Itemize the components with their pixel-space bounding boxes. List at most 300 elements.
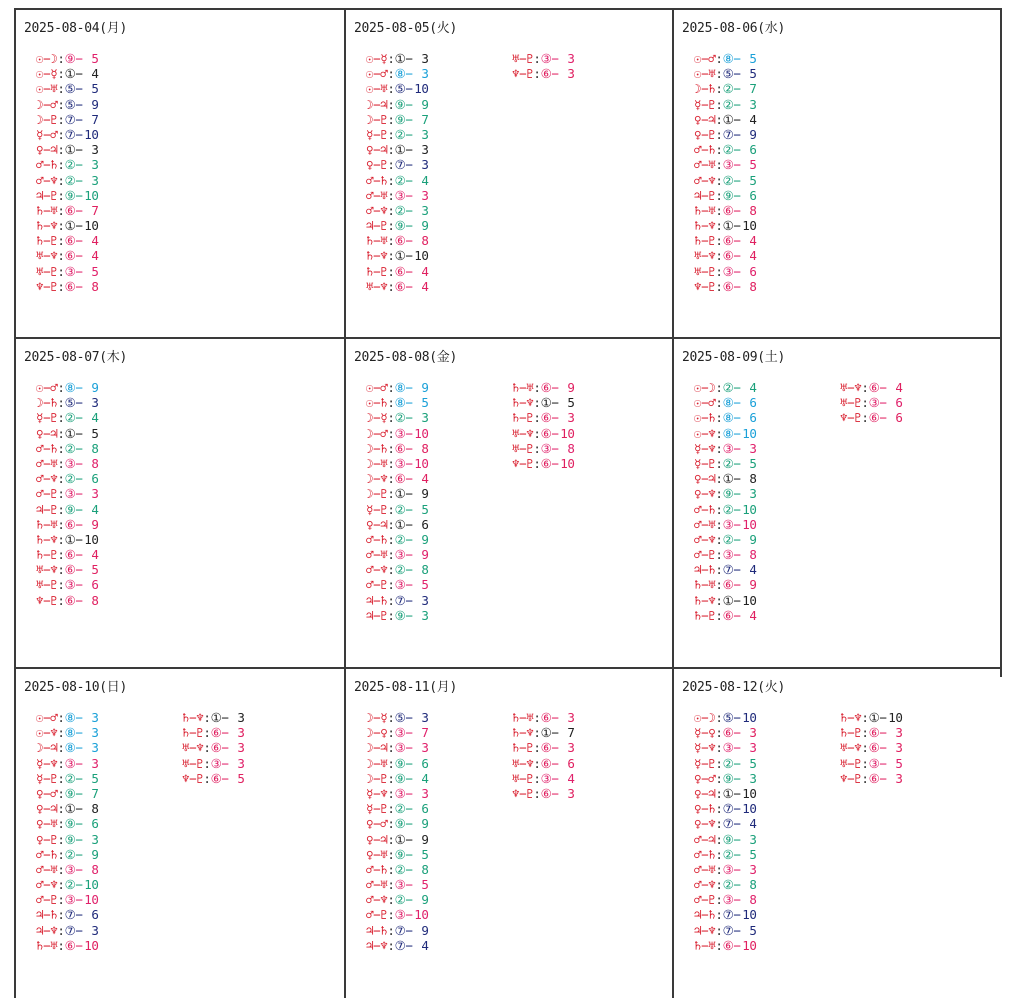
planet-2-symbol: ♇ — [854, 770, 862, 786]
aspect-value: 8 — [421, 562, 429, 578]
aspect-value: 3 — [421, 66, 429, 82]
planet-2-symbol: ♅ — [526, 380, 534, 395]
aspect-circled-number: ⑧ — [722, 410, 734, 426]
dash-separator: − — [701, 877, 709, 893]
dash-separator: − — [701, 501, 709, 517]
aspect-value: 4 — [91, 501, 99, 517]
dash-separator: − — [75, 785, 83, 801]
colon-separator: : — [387, 410, 395, 426]
aspect-circled-number: ⑤ — [394, 710, 406, 725]
planet-2-symbol: ♃ — [708, 471, 716, 487]
colon-separator: : — [57, 486, 65, 502]
aspect-value: 5 — [749, 51, 757, 66]
aspect-row — [36, 847, 99, 862]
aspect-row — [366, 877, 429, 892]
planet-2-symbol: ♇ — [380, 577, 388, 593]
dash-separator: − — [519, 710, 527, 725]
aspect-row — [694, 233, 757, 248]
dash-separator: − — [733, 157, 741, 173]
aspect-row — [36, 547, 99, 562]
planet-2-symbol: ♆ — [380, 562, 388, 578]
dash-separator: − — [373, 440, 381, 456]
planet-2-symbol: ♇ — [50, 233, 58, 249]
planet-1-symbol: ☉ — [694, 425, 702, 441]
aspect-row — [694, 771, 757, 786]
colon-separator: : — [57, 395, 65, 411]
aspect-row — [366, 248, 429, 263]
aspect-value: 5 — [237, 770, 245, 786]
colon-separator: : — [715, 831, 723, 847]
planet-1-symbol: ♃ — [366, 607, 374, 623]
planet-1-symbol: ♄ — [512, 740, 520, 756]
dash-separator: − — [733, 278, 741, 294]
aspect-value: 6 — [91, 816, 99, 832]
aspect-circled-number: ② — [64, 846, 76, 862]
planet-2-symbol: ♇ — [708, 126, 716, 142]
aspect-row — [36, 410, 99, 425]
planet-2-symbol: ♄ — [380, 172, 388, 188]
aspect-circled-number: ① — [540, 395, 552, 411]
aspect-circled-number: ⑥ — [64, 278, 76, 294]
aspect-circled-number: ⑤ — [64, 96, 76, 112]
dash-separator: − — [373, 785, 381, 801]
dash-separator: − — [701, 770, 709, 786]
dash-separator: − — [75, 907, 83, 923]
aspect-circled-number: ⑨ — [722, 486, 734, 502]
aspect-value: 3 — [895, 740, 903, 756]
aspect-value: 6 — [749, 395, 757, 411]
dash-separator: − — [519, 770, 527, 786]
planet-1-symbol: ♅ — [366, 278, 374, 294]
colon-separator: : — [57, 755, 65, 771]
aspect-circled-number: ⑦ — [64, 111, 76, 127]
planet-1-symbol: ♂ — [694, 861, 702, 877]
planet-1-symbol: ♂ — [36, 440, 44, 456]
colon-separator: : — [387, 157, 395, 173]
planet-1-symbol: ☿ — [694, 740, 702, 756]
dash-separator: − — [373, 410, 381, 426]
aspect-value: 4 — [421, 278, 429, 294]
aspect-circled-number: ⑥ — [722, 577, 734, 593]
planet-1-symbol: ☿ — [36, 770, 44, 786]
colon-separator: : — [387, 592, 395, 608]
planet-2-symbol: ♅ — [50, 816, 58, 832]
dash-separator: − — [373, 96, 381, 112]
colon-separator: : — [57, 892, 65, 908]
aspect-value: 4 — [91, 233, 99, 249]
aspect-circled-number: ⑦ — [394, 592, 406, 608]
aspect-value: 7 — [567, 725, 575, 741]
aspect-value: 3 — [91, 172, 99, 188]
dash-separator: − — [43, 51, 51, 66]
dash-separator: − — [221, 725, 229, 741]
planet-2-symbol: ♆ — [708, 877, 716, 893]
planet-2-symbol: ♂ — [50, 785, 58, 801]
aspect-row — [36, 517, 99, 532]
aspect-value: 4 — [421, 263, 429, 279]
aspect-row — [694, 725, 757, 740]
dash-separator: − — [551, 395, 559, 411]
planet-2-symbol: ♆ — [526, 425, 534, 441]
dash-separator: − — [75, 248, 83, 264]
planet-1-symbol: ♀ — [36, 142, 44, 158]
aspect-value: 6 — [91, 471, 99, 487]
planet-1-symbol: ♅ — [512, 51, 520, 66]
planet-1-symbol: ♂ — [694, 531, 702, 547]
dash-separator: − — [43, 157, 51, 173]
aspect-circled-number: ⑨ — [64, 816, 76, 832]
aspect-value: 6 — [91, 907, 99, 923]
dash-separator: − — [733, 380, 741, 395]
dash-separator: − — [75, 577, 83, 593]
aspect-row — [36, 786, 99, 801]
dash-separator: − — [701, 81, 709, 97]
planet-2-symbol: ♆ — [50, 922, 58, 938]
dash-separator: − — [373, 486, 381, 502]
dash-separator: − — [519, 410, 527, 426]
colon-separator: : — [57, 816, 65, 832]
aspect-value: 6 — [749, 142, 757, 158]
dash-separator: − — [733, 755, 741, 771]
aspect-value: 6 — [749, 263, 757, 279]
aspect-value: 10 — [742, 907, 757, 923]
colon-separator: : — [57, 577, 65, 593]
aspect-circled-number: ⑥ — [64, 233, 76, 249]
dash-separator: − — [221, 755, 229, 771]
aspect-value: 5 — [749, 172, 757, 188]
colon-separator: : — [861, 380, 869, 395]
colon-separator: : — [715, 486, 723, 502]
planet-2-symbol: ♇ — [50, 187, 58, 203]
dash-separator: − — [43, 516, 51, 532]
planet-2-symbol: ♃ — [380, 142, 388, 158]
aspect-row — [36, 801, 99, 816]
colon-separator: : — [57, 157, 65, 173]
day-cell — [672, 667, 998, 993]
planet-2-symbol: ♃ — [708, 111, 716, 127]
aspect-circled-number: ⑨ — [722, 770, 734, 786]
aspect-row — [840, 380, 903, 395]
dash-separator: − — [733, 831, 741, 847]
planet-2-symbol: ♆ — [708, 440, 716, 456]
planet-2-symbol: ♇ — [854, 725, 862, 741]
aspect-circled-number: ③ — [722, 263, 734, 279]
planet-1-symbol: ☽ — [36, 96, 44, 112]
aspect-circled-number: ⑧ — [722, 425, 734, 441]
aspect-circled-number: ① — [722, 592, 734, 608]
dash-separator: − — [701, 96, 709, 112]
planet-1-symbol: ♂ — [366, 187, 374, 203]
planet-2-symbol: ♂ — [708, 395, 716, 411]
colon-separator: : — [715, 516, 723, 532]
planet-1-symbol: ♂ — [366, 547, 374, 563]
aspect-circled-number: ⑥ — [540, 380, 552, 395]
aspect-row — [36, 710, 99, 725]
dash-separator: − — [733, 740, 741, 756]
dash-separator: − — [189, 710, 197, 725]
colon-separator: : — [715, 142, 723, 158]
aspect-value: 8 — [749, 547, 757, 563]
dash-separator: − — [373, 248, 381, 264]
planet-2-symbol: ♇ — [50, 486, 58, 502]
planet-1-symbol: ☉ — [36, 380, 44, 395]
dash-separator: − — [373, 395, 381, 411]
planet-2-symbol: ♅ — [50, 202, 58, 218]
colon-separator: : — [387, 501, 395, 517]
dash-separator: − — [733, 725, 741, 741]
aspect-value: 3 — [421, 785, 429, 801]
planet-1-symbol: ♅ — [36, 248, 44, 264]
planet-1-symbol: ♃ — [366, 922, 374, 938]
aspect-value: 10 — [742, 218, 757, 234]
dash-separator: − — [847, 395, 855, 411]
planet-2-symbol: ♆ — [708, 425, 716, 441]
aspect-circled-number: ⑨ — [64, 785, 76, 801]
colon-separator: : — [387, 937, 395, 953]
colon-separator: : — [533, 755, 541, 771]
dash-separator: − — [373, 66, 381, 82]
aspect-value: 10 — [742, 425, 757, 441]
planet-2-symbol: ♃ — [380, 516, 388, 532]
aspect-row — [366, 593, 429, 608]
dash-separator: − — [75, 202, 83, 218]
colon-separator: : — [387, 172, 395, 188]
planet-1-symbol: ♄ — [840, 710, 848, 725]
cell-date: 2025-08-11(月) — [354, 680, 458, 695]
planet-1-symbol: ♅ — [512, 770, 520, 786]
aspect-value: 6 — [749, 187, 757, 203]
aspect-row — [366, 51, 429, 66]
colon-separator: : — [57, 440, 65, 456]
aspect-circled-number: ⑧ — [64, 710, 76, 725]
aspect-circled-number: ② — [722, 501, 734, 517]
dash-separator: − — [733, 202, 741, 218]
planet-2-symbol: ♇ — [708, 607, 716, 623]
planet-1-symbol: ♂ — [366, 861, 374, 877]
aspect-circled-number: ⑧ — [722, 395, 734, 411]
aspect-value: 3 — [749, 831, 757, 847]
dash-separator: − — [373, 157, 381, 173]
cell-date: 2025-08-06(水) — [682, 21, 786, 36]
aspect-row — [36, 157, 99, 172]
aspect-row — [694, 426, 757, 441]
aspect-value: 7 — [91, 111, 99, 127]
planet-2-symbol: ♇ — [854, 755, 862, 771]
dash-separator: − — [43, 907, 51, 923]
aspect-row — [366, 923, 429, 938]
planet-2-symbol: ♆ — [380, 471, 388, 487]
planet-2-symbol: ♆ — [708, 218, 716, 234]
aspect-value: 9 — [749, 126, 757, 142]
planet-2-symbol: ♇ — [380, 770, 388, 786]
dash-separator: − — [373, 263, 381, 279]
dash-separator: − — [75, 233, 83, 249]
aspect-row — [694, 907, 757, 922]
colon-separator: : — [533, 785, 541, 801]
dash-separator: − — [43, 816, 51, 832]
aspect-circled-number: ② — [394, 126, 406, 142]
colon-separator: : — [57, 785, 65, 801]
aspect-value: 3 — [749, 725, 757, 741]
aspect-value: 3 — [421, 51, 429, 66]
planet-2-symbol: ♆ — [380, 278, 388, 294]
aspect-value: 7 — [749, 81, 757, 97]
aspect-circled-number: ③ — [64, 263, 76, 279]
aspect-row — [36, 264, 99, 279]
aspect-row — [366, 380, 429, 395]
dash-separator: − — [373, 278, 381, 294]
aspect-value: 3 — [237, 725, 245, 741]
colon-separator: : — [533, 380, 541, 395]
aspect-circled-number: ⑥ — [394, 471, 406, 487]
planet-1-symbol: ♅ — [512, 425, 520, 441]
aspect-value: 8 — [567, 440, 575, 456]
planet-1-symbol: ♄ — [840, 725, 848, 741]
colon-separator: : — [715, 501, 723, 517]
dash-separator: − — [373, 937, 381, 953]
colon-separator: : — [533, 455, 541, 471]
dash-separator: − — [43, 425, 51, 441]
dash-separator: − — [701, 111, 709, 127]
colon-separator: : — [57, 877, 65, 893]
colon-separator: : — [715, 816, 723, 832]
planet-2-symbol: ☿ — [380, 51, 388, 66]
planet-1-symbol: ☽ — [366, 710, 374, 725]
aspect-row — [694, 97, 757, 112]
aspect-value: 3 — [91, 142, 99, 158]
colon-separator: : — [57, 547, 65, 563]
aspect-row — [694, 173, 757, 188]
colon-separator: : — [715, 592, 723, 608]
aspect-circled-number: ⑥ — [64, 202, 76, 218]
planet-2-symbol: ☿ — [50, 66, 58, 82]
planet-1-symbol: ☿ — [36, 755, 44, 771]
colon-separator: : — [57, 202, 65, 218]
dash-separator: − — [519, 425, 527, 441]
aspect-circled-number: ① — [394, 831, 406, 847]
aspect-circled-number: ③ — [722, 516, 734, 532]
planet-2-symbol: ♇ — [708, 187, 716, 203]
aspect-circled-number: ⑦ — [64, 907, 76, 923]
cell-date: 2025-08-08(金) — [354, 350, 458, 365]
colon-separator: : — [203, 725, 211, 741]
dash-separator: − — [733, 187, 741, 203]
planet-1-symbol: ♀ — [694, 111, 702, 127]
dash-separator: − — [373, 892, 381, 908]
dash-separator: − — [551, 410, 559, 426]
planet-2-symbol: ♆ — [708, 816, 716, 832]
planet-1-symbol: ♀ — [36, 831, 44, 847]
aspect-row — [366, 547, 429, 562]
planet-1-symbol: ♄ — [694, 937, 702, 953]
dash-separator: − — [733, 126, 741, 142]
aspect-value: 4 — [421, 172, 429, 188]
aspect-value: 3 — [749, 740, 757, 756]
dash-separator: − — [43, 531, 51, 547]
planet-2-symbol: ♆ — [526, 725, 534, 741]
planet-2-symbol: ♅ — [380, 846, 388, 862]
aspect-value: 9 — [749, 531, 757, 547]
planet-2-symbol: ♆ — [526, 395, 534, 411]
dash-separator: − — [701, 410, 709, 426]
dash-separator: − — [75, 172, 83, 188]
aspect-circled-number: ⑨ — [722, 831, 734, 847]
aspect-row — [182, 771, 245, 786]
dash-separator: − — [405, 501, 413, 517]
colon-separator: : — [57, 710, 65, 725]
colon-separator: : — [387, 233, 395, 249]
aspect-circled-number: ① — [722, 111, 734, 127]
aspect-row — [512, 740, 575, 755]
aspect-circled-number: ② — [64, 440, 76, 456]
planet-1-symbol: ☉ — [36, 710, 44, 725]
aspect-circled-number: ⑦ — [722, 816, 734, 832]
aspect-row — [36, 486, 99, 501]
aspect-row — [366, 157, 429, 172]
aspect-circled-number: ② — [722, 172, 734, 188]
aspect-circled-number: ⑥ — [540, 425, 552, 441]
aspect-value: 6 — [421, 755, 429, 771]
dash-separator: − — [405, 861, 413, 877]
aspect-circled-number: ⑤ — [722, 710, 734, 725]
aspect-row — [694, 562, 757, 577]
aspect-value: 10 — [84, 126, 99, 142]
aspect-value: 10 — [414, 907, 429, 923]
planet-2-symbol: ♆ — [526, 755, 534, 771]
aspect-circled-number: ③ — [722, 740, 734, 756]
planet-1-symbol: ♂ — [36, 455, 44, 471]
aspect-row — [36, 877, 99, 892]
dash-separator: − — [733, 142, 741, 158]
dash-separator: − — [701, 577, 709, 593]
dash-separator: − — [733, 710, 741, 725]
aspect-value: 8 — [749, 877, 757, 893]
aspect-value: 5 — [91, 51, 99, 66]
aspect-row — [366, 517, 429, 532]
colon-separator: : — [387, 607, 395, 623]
aspect-row — [694, 395, 757, 410]
planet-1-symbol: ♀ — [366, 157, 374, 173]
aspect-value: 3 — [567, 710, 575, 725]
planet-2-symbol: ☽ — [50, 51, 58, 66]
aspect-row — [36, 279, 99, 294]
dash-separator: − — [373, 755, 381, 771]
aspect-row — [36, 127, 99, 142]
colon-separator: : — [57, 846, 65, 862]
colon-separator: : — [861, 755, 869, 771]
dash-separator: − — [879, 755, 887, 771]
colon-separator: : — [715, 531, 723, 547]
aspect-circled-number: ② — [394, 861, 406, 877]
colon-separator: : — [715, 710, 723, 725]
planet-2-symbol: ♇ — [380, 157, 388, 173]
aspect-circled-number: ② — [64, 157, 76, 173]
aspect-circled-number: ⑥ — [64, 547, 76, 563]
planet-2-symbol: ♆ — [708, 248, 716, 264]
aspect-circled-number: ⑧ — [722, 51, 734, 66]
aspect-row — [512, 725, 575, 740]
aspect-circled-number: ⑨ — [64, 831, 76, 847]
colon-separator: : — [57, 248, 65, 264]
colon-separator: : — [715, 770, 723, 786]
dash-separator: − — [733, 547, 741, 563]
aspect-row — [36, 395, 99, 410]
colon-separator: : — [861, 410, 869, 426]
planet-1-symbol: ☽ — [366, 725, 374, 741]
aspect-row — [36, 577, 99, 592]
planet-1-symbol: ☽ — [366, 440, 374, 456]
dash-separator: − — [43, 877, 51, 893]
